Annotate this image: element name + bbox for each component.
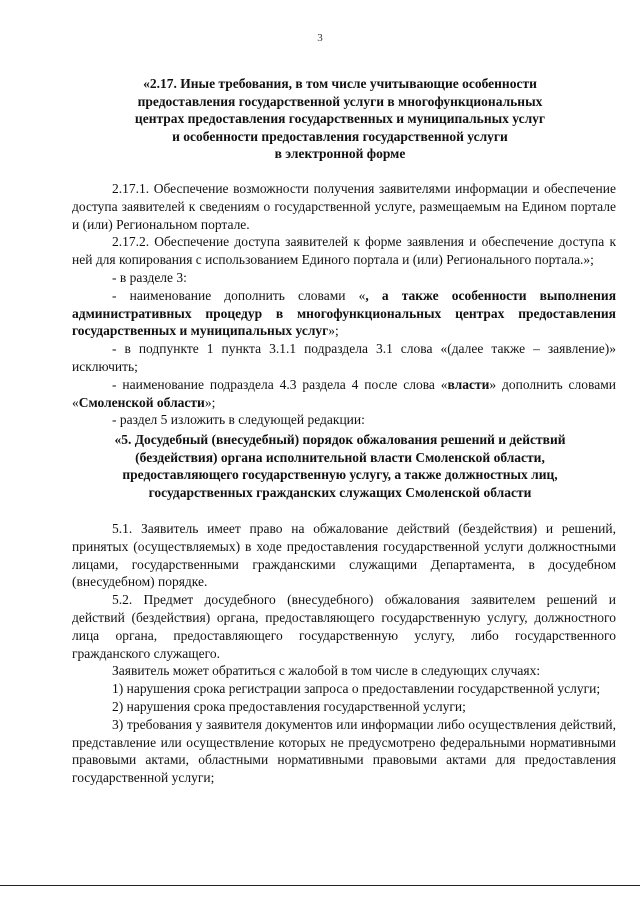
- section-heading-2-17: [80, 75, 600, 163]
- name-amendment-bold: , а также особенности выполнения административных процедур в многофункциональных центрах предоставления государственных и муниципальных услуг: [72, 287, 616, 339]
- amendment-bold: Смоленской области: [78, 394, 205, 410]
- complaint-case-3: 3) требования у заявителя документов или информации либо осуществления действий, представление или осуществление которых не предусмотрено федеральными нормативными правовыми актами, областными нормативными правовыми актами для предоставления государственной услуги;: [72, 716, 616, 786]
- paragraph-2-17-2: 2.17.2. Обеспечение доступа заявителей к форме заявления и обеспечение доступа к ней для копирования с использованием Единого портала и (или) Регионального портала.»;: [72, 234, 616, 268]
- paragraph-5-1: 5.1. Заявитель имеет право на обжалование действий (бездействия) и решений, принятых (осуществляемых) в ходе предоставления государственной услуги должностными лицами, государственными гражданскими служащими Департамента, в досудебном (внесудебном) порядке.: [72, 521, 616, 590]
- heading-line: государственных гражданских служащих Смоленской области: [148, 484, 532, 500]
- paragraph-2-17-1: 2.17.1. Обеспечение возможности получения заявителями информации и обеспечение доступа заявителей к сведениям о государственной услуге, размещаемым на Едином портале и (или) Региональном портале.: [72, 181, 616, 232]
- heading-line: «5. Досудебный (внесудебный) порядок обжалования решений и действий: [114, 432, 566, 447]
- complaint-case-1: 1) нарушения срока регистрации запроса о предоставлении государственной услуги;: [112, 681, 601, 697]
- name-amendment: [72, 287, 616, 340]
- complaint-case-2: 2) нарушения срока предоставления государственной услуги;: [112, 698, 466, 714]
- paragraph-5-2: 5.2. Предмет досудебного (внесудебного) обжалования заявителем решений и действий (бездействия) органа, предоставляющего государственную услугу, должностного лица органа, предоставляющего государственную услугу, либо государственного гражданского служащего.: [72, 592, 616, 661]
- amendment-text: - наименование подраздела 4.3 раздела 4 после слова «: [112, 376, 448, 392]
- amendment-text: » дополнить словами «: [72, 376, 616, 410]
- page-bottom-rule: [0, 885, 640, 886]
- complaint-cases-intro: Заявитель может обратиться с жалобой в том числе в следующих случаях:: [112, 663, 541, 679]
- amendment-bold: власти: [447, 376, 490, 392]
- page-number: 3: [317, 32, 323, 44]
- name-amendment-suffix: »;: [328, 323, 339, 339]
- section-5-note: - раздел 5 изложить в следующей редакции:: [112, 412, 365, 428]
- heading-line: и особенности предоставления государственной услуги: [172, 128, 508, 144]
- heading-line: «2.17. Иные требования, в том числе учитывающие особенности: [143, 76, 537, 91]
- subparagraph-3-1-1-amendment: - в подпункте 1 пункта 3.1.1 подраздела 3.1 слова «(далее также – заявление)» исключить;: [72, 341, 616, 374]
- heading-line: предоставления государственной услуги в многофункциональных: [137, 93, 543, 109]
- heading-line: в электронной форме: [274, 146, 406, 161]
- heading-line: (бездействия) органа исполнительной власти Смоленской области,: [135, 449, 545, 465]
- name-amendment-prefix: - наименование дополнить словами «: [112, 287, 366, 303]
- amendment-text: »;: [204, 394, 216, 410]
- section-5-body: [72, 520, 616, 787]
- subsection-4-3-amendment: [72, 376, 616, 412]
- amendments-block: [72, 180, 616, 429]
- section-3-note: - в разделе 3:: [112, 269, 187, 285]
- heading-line: центрах предоставления государственных и муниципальных услуг: [134, 111, 546, 126]
- heading-line: предоставляющего государственную услугу, а также должностных лиц,: [122, 467, 558, 482]
- section-heading-5: [80, 431, 600, 501]
